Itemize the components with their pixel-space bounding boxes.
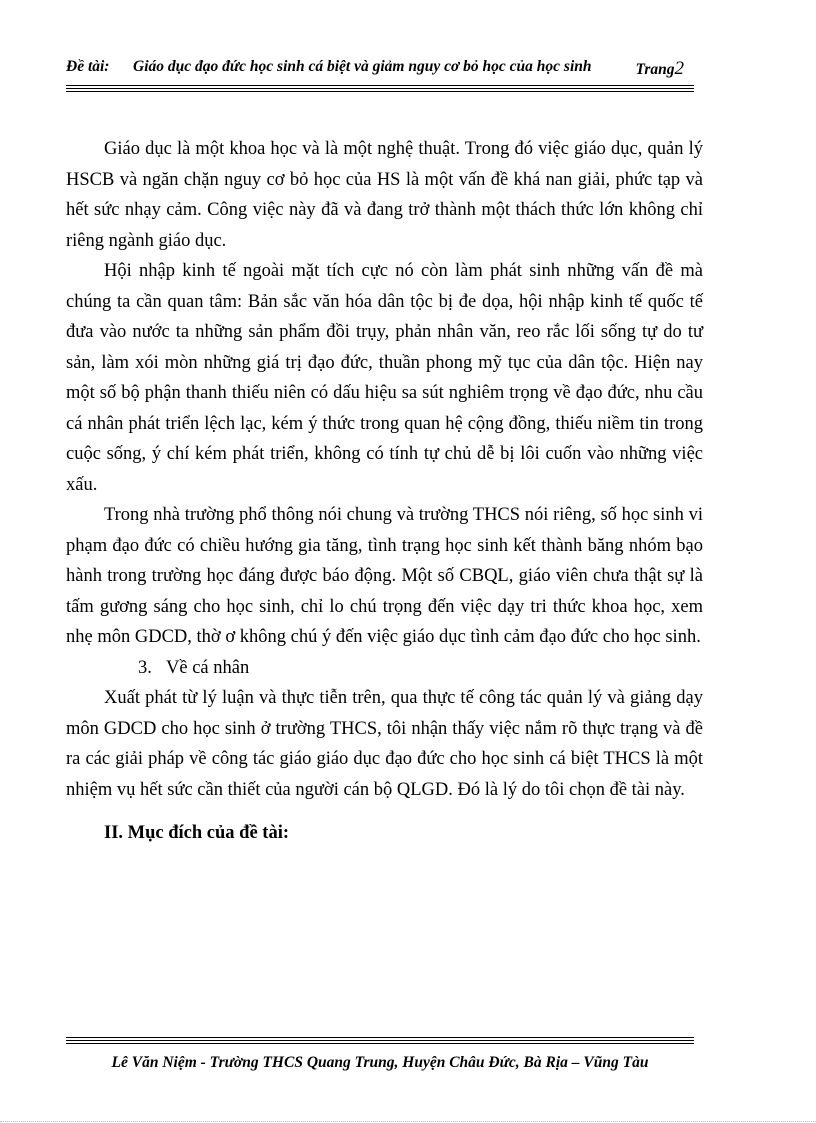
section-personal	[66, 653, 703, 684]
header-rule-bottom	[66, 91, 694, 92]
footer-rule-middle	[66, 1040, 694, 1041]
paragraph-integration: Hội nhập kinh tế ngoài mặt tích cực nó còn làm phát sinh những vấn đề mà chúng ta cần quan tâm: Bản sắc văn hóa dân tộc bị đe dọa, hội nhập kinh tế quốc tế đưa vào nước ta những sản phẩm đồi trụy, phản nhân văn, reo rắc lối sống tự do tư sản, làm xói mòn những giá trị đạo đức, thuần phong mỹ tục của dân tộc. Hiện nay một số bộ phận thanh thiếu niên có dấu hiệu sa sút nghiêm trọng về đạo đức, nhu cầu cá nhân phát triển lệch lạc, kém ý thức trong quan hệ cộng đồng, thiếu niềm tin trong cuộc sống, ý chí kém phát triển, không có tính tự chủ dễ bị lôi cuốn vào những việc xấu.	[66, 261, 703, 495]
page-bottom-divider	[0, 1121, 816, 1122]
footer-rule-bottom	[66, 1043, 694, 1044]
section-number: 3.	[138, 657, 152, 678]
page-footer: Lê Văn Niệm - Trường THCS Quang Trung, Huyện Châu Đức, Bà Rịa – Vũng Tàu	[111, 1054, 649, 1071]
header-page-indicator	[635, 58, 684, 80]
header-page-word: Trang	[635, 61, 675, 78]
section-title: Về cá nhân	[166, 657, 250, 678]
page-header	[66, 56, 694, 82]
paragraph-intro: Giáo dục là một khoa học và là một nghệ thuật. Trong đó việc giáo dục, quản lý HSCB và ngăn chặn nguy cơ bỏ học của HS là một vấn đề khá nan giải, phức tạp và hết sức nhạy cảm. Công việc này đã và đang trở thành một thách thức lớn không chỉ riêng ngành giáo dục.	[66, 139, 703, 251]
header-rule-middle	[66, 88, 694, 89]
header-rule-top	[66, 85, 694, 86]
header-title: Giáo dục đạo đức học sinh cá biệt và giảm nguy cơ bỏ học của học sinh	[133, 58, 592, 75]
header-label: Đề tài:	[66, 58, 110, 75]
heading-purpose: II. Mục đích của đề tài:	[104, 823, 289, 843]
footer-rule-top	[66, 1037, 694, 1038]
paragraph-personal: Xuất phát từ lý luận và thực tiễn trên, qua thực tế công tác quản lý và giảng dạy môn GDCD cho học sinh ở trường THCS, tôi nhận thấy việc nắm rõ thực trạng và đề ra các giải pháp về công tác giáo giáo dục đạo đức cho học sinh cá biệt THCS là một nhiệm vụ hết sức cần thiết của người cán bộ QLGD. Đó là lý do tôi chọn đề tài này.	[66, 688, 703, 800]
header-page-number: 2	[674, 58, 684, 79]
document-body	[66, 134, 703, 849]
paragraph-school: Trong nhà trường phổ thông nói chung và trường THCS nói riêng, số học sinh vi phạm đạo đức có chiều hướng gia tăng, tình trạng học sinh kết thành băng nhóm bạo hành trong trường học đáng được báo động. Một số CBQL, giáo viên chưa thật sự là tấm gương sáng cho học sinh, chỉ lo chú trọng đến việc dạy tri thức khoa học, xem nhẹ môn GDCD, thờ ơ không chú ý đến việc giáo dục tình cảm đạo đức cho học sinh.	[66, 505, 703, 647]
